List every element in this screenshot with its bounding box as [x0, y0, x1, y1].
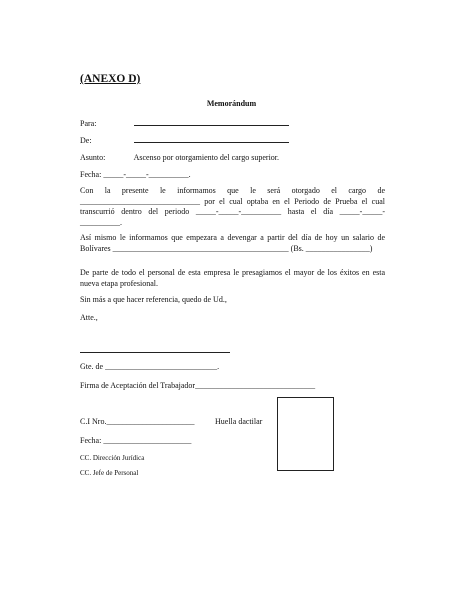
paragraph-cargo: Con la presente le informamos que le será otorgado el cargo de ______________________________ por el cual optaba en el Periodo de Prueba el cual transcurrió dentro del periodo _____-_____-__________ hasta el día _____-_____-__________. — [80, 186, 385, 227]
cc-legal-direction: CC. Dirección Jurídica — [80, 454, 145, 462]
fecha-row: Fecha: _____-_____-__________. — [80, 170, 191, 179]
asunto-row — [80, 153, 279, 162]
ci-line: C.I Nro.______________________ — [80, 417, 195, 426]
asunto-value: Ascenso por otorgamiento del cargo superior. — [133, 153, 280, 162]
para-row — [80, 118, 289, 128]
paragraph-salario: Así mismo le informamos que empezara a devengar a partir del día de hoy un salario de Bolívares ____________________________________________ (Bs. ________________) — [80, 233, 385, 253]
fingerprint-label: Huella dactilar — [215, 417, 263, 426]
para-blank — [134, 118, 289, 126]
annex-title: (ANEXO D) — [80, 73, 141, 85]
asunto-label: Asunto: — [80, 153, 106, 162]
gerente-line: Gte. de ____________________________. — [80, 362, 220, 371]
fingerprint-box — [277, 397, 334, 471]
paragraph-despedida: Sin más a que hacer referencia, quedo de Ud., — [80, 295, 227, 304]
signature-date-line: Fecha: ______________________ — [80, 436, 192, 445]
cc-personnel-chief: CC. Jefe de Personal — [80, 469, 139, 477]
para-label: Para: — [80, 119, 97, 128]
paragraph-atte: Atte., — [80, 313, 98, 322]
signature-line — [80, 352, 230, 353]
de-row — [80, 135, 289, 145]
paragraph-exitos: De parte de todo el personal de esta empresa le presagiamos el mayor de los éxitos en esta nueva etapa profesional. — [80, 268, 385, 288]
de-label: De: — [80, 136, 92, 145]
document-title: Memorándum — [206, 99, 257, 108]
worker-acceptance-line: Firma de Aceptación del Trabajador______________________________ — [80, 381, 316, 390]
de-blank — [134, 135, 289, 143]
